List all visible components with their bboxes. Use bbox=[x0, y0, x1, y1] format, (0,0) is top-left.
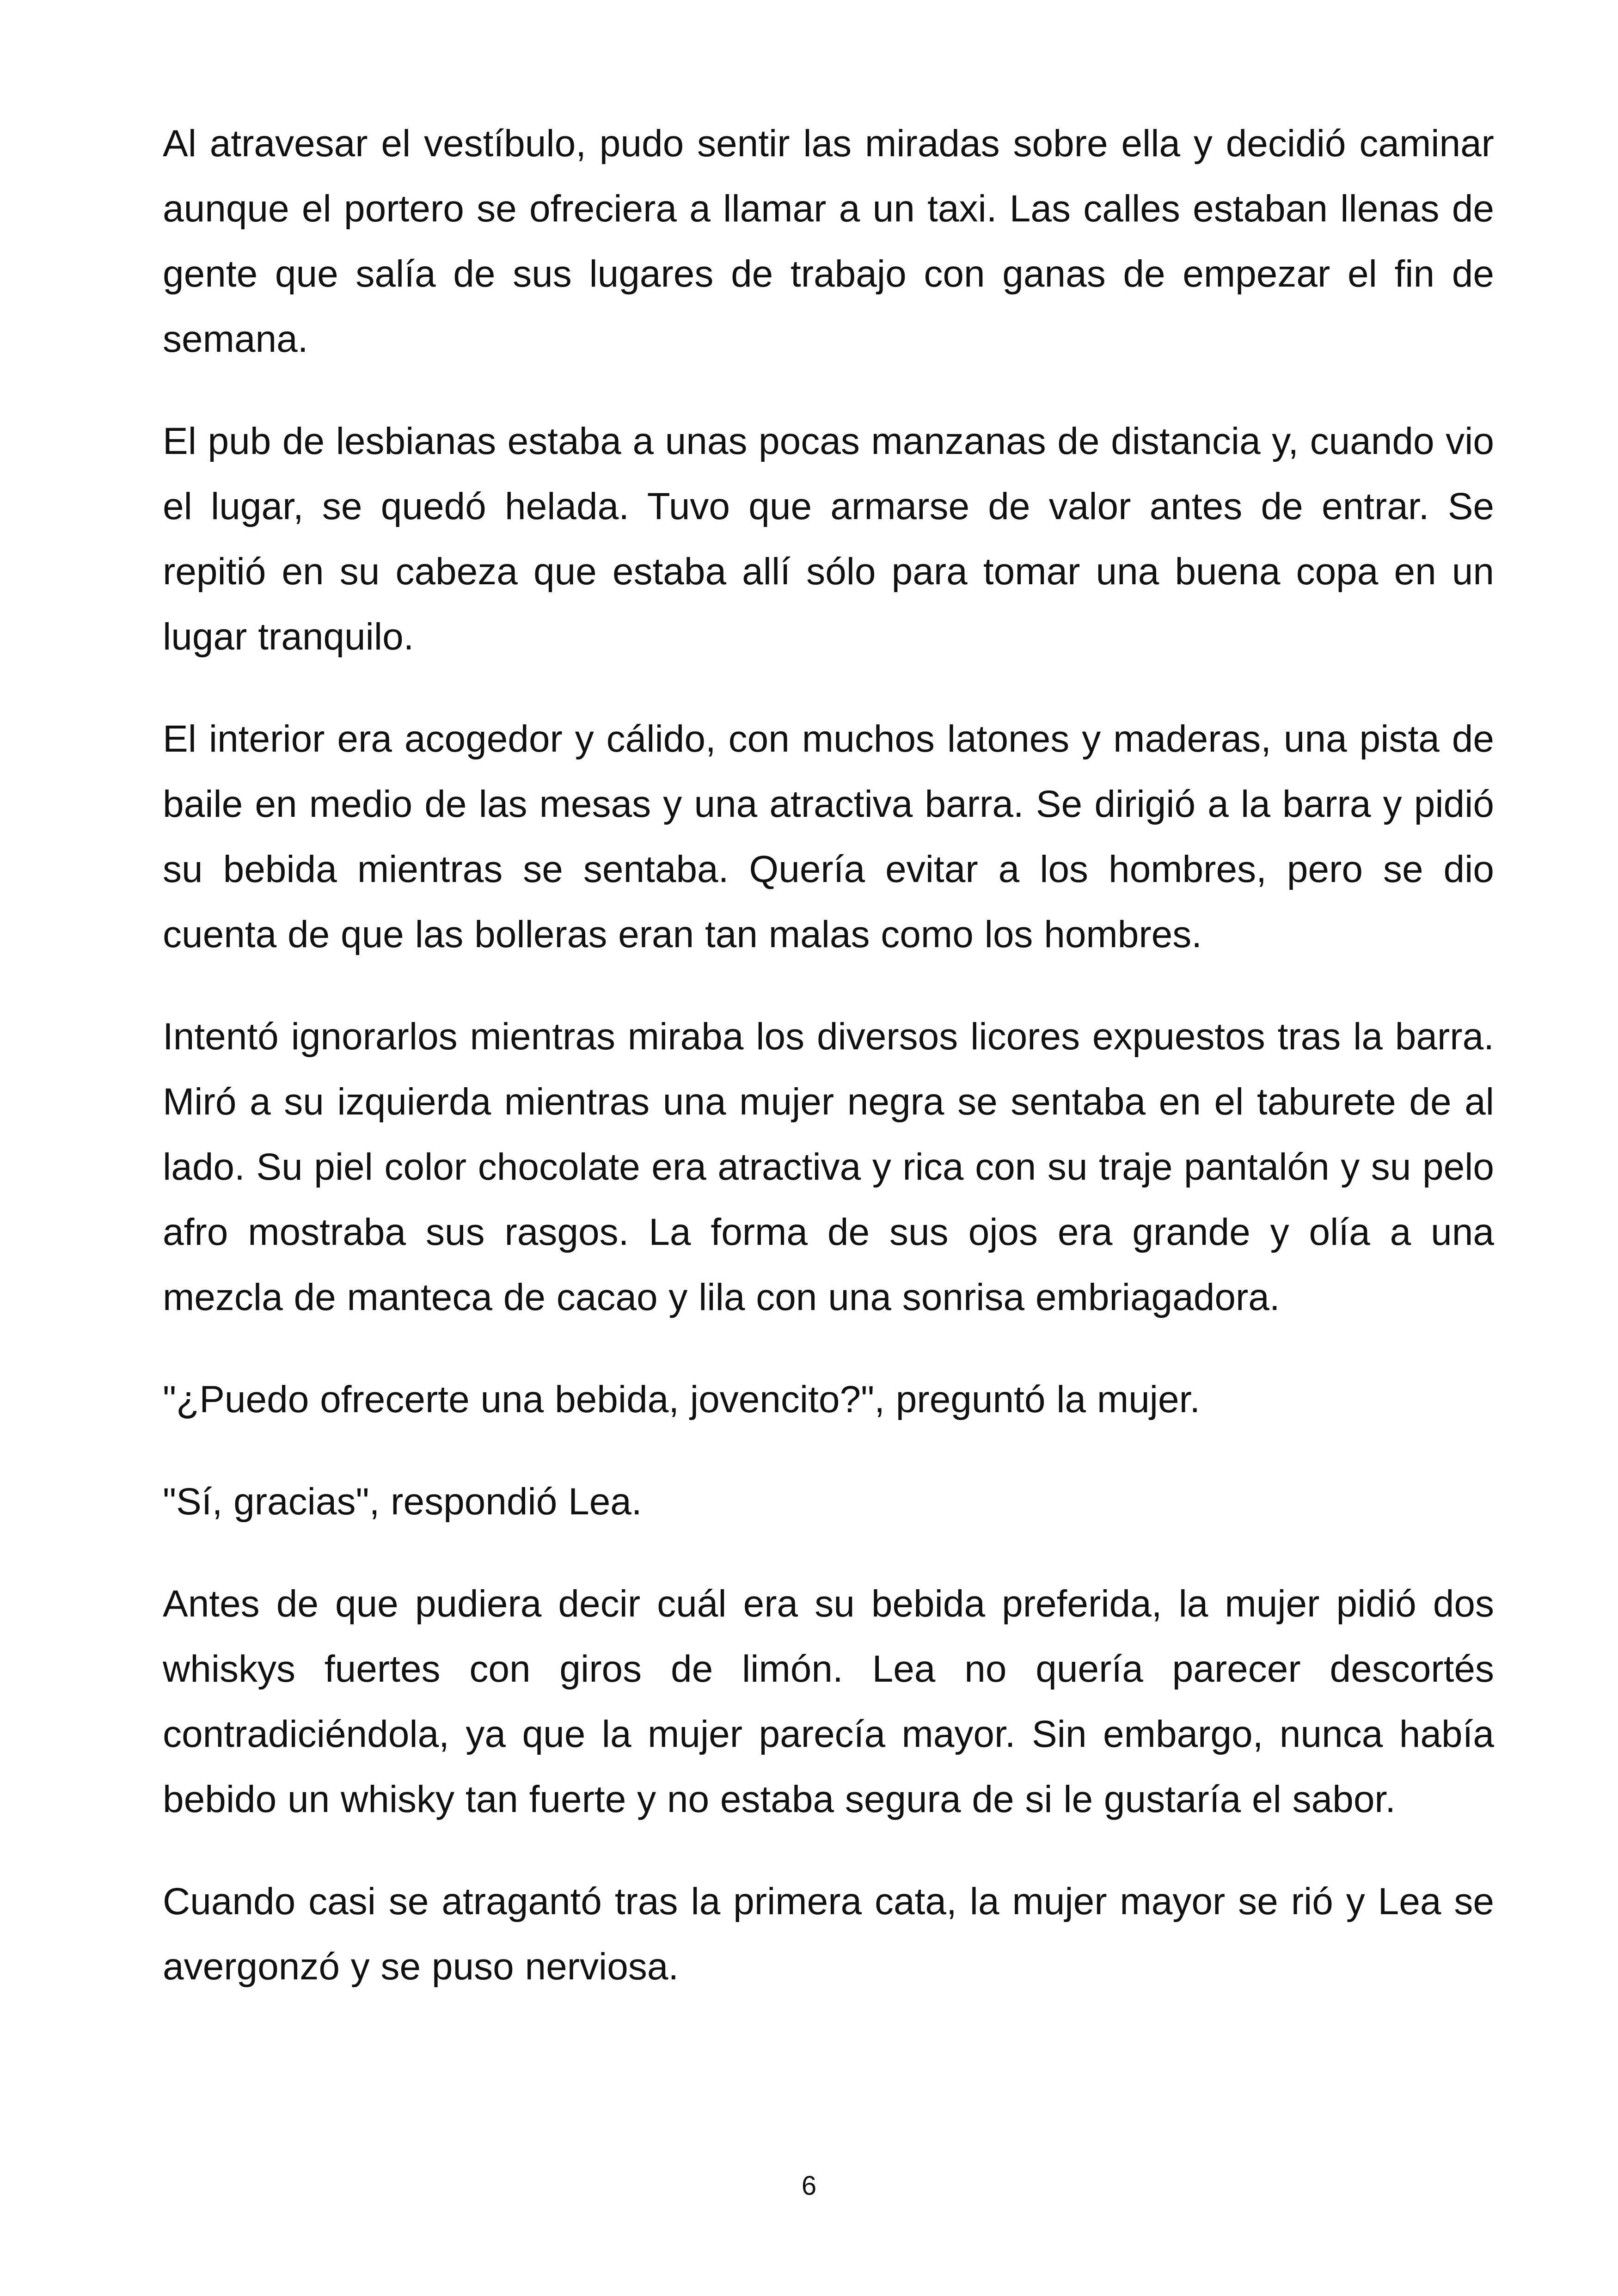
paragraph: Al atravesar el vestíbulo, pudo sentir las miradas sobre ella y decidió caminar aunque el portero se ofreciera a llamar a un taxi. Las calles estaban llenas de gente que salía de sus lugares de trabajo con ganas de empezar el fin de semana. bbox=[163, 122, 1494, 360]
paragraph: El interior era acogedor y cálido, con muchos latones y maderas, una pista de baile en medio de las mesas y una atractiva barra. Se dirigió a la barra y pidió su bebida mientras se sentaba. Quería evitar a los hombres, pero se dio cuenta de que las bolleras eran tan malas como los hombres. bbox=[163, 718, 1494, 955]
paragraph: Cuando casi se atragantó tras la primera cata, la mujer mayor se rió y Lea se avergonzó y se puso nerviosa. bbox=[163, 1880, 1494, 1988]
dialogue-line: "Sí, gracias", respondió Lea. bbox=[163, 1481, 642, 1523]
page-body bbox=[163, 111, 1494, 2036]
dialogue-line: "¿Puedo ofrecerte una bebida, jovencito?", preguntó la mujer. bbox=[163, 1378, 1201, 1420]
page-number: 6 bbox=[801, 2171, 817, 2201]
paragraph: El pub de lesbianas estaba a unas pocas manzanas de distancia y, cuando vio el lugar, se quedó helada. Tuvo que armarse de valor antes de entrar. Se repitió en su cabeza que estaba allí sólo para tomar una buena copa en un lugar tranquilo. bbox=[163, 420, 1494, 658]
paragraph: Intentó ignorarlos mientras miraba los diversos licores expuestos tras la barra. Miró a su izquierda mientras una mujer negra se sentaba en el taburete de al lado. Su piel color chocolate era atractiva y rica con su traje pantalón y su pelo afro mostraba sus rasgos. La forma de sus ojos era grande y olía a una mezcla de manteca de cacao y lila con una sonrisa embriagadora. bbox=[163, 1016, 1494, 1318]
paragraph: Antes de que pudiera decir cuál era su bebida preferida, la mujer pidió dos whiskys fuertes con giros de limón. Lea no quería parecer descortés contradiciéndola, ya que la mujer parecía mayor. Sin embargo, nunca había bebido un whisky tan fuerte y no estaba segura de si le gustaría el sabor. bbox=[163, 1583, 1494, 1820]
